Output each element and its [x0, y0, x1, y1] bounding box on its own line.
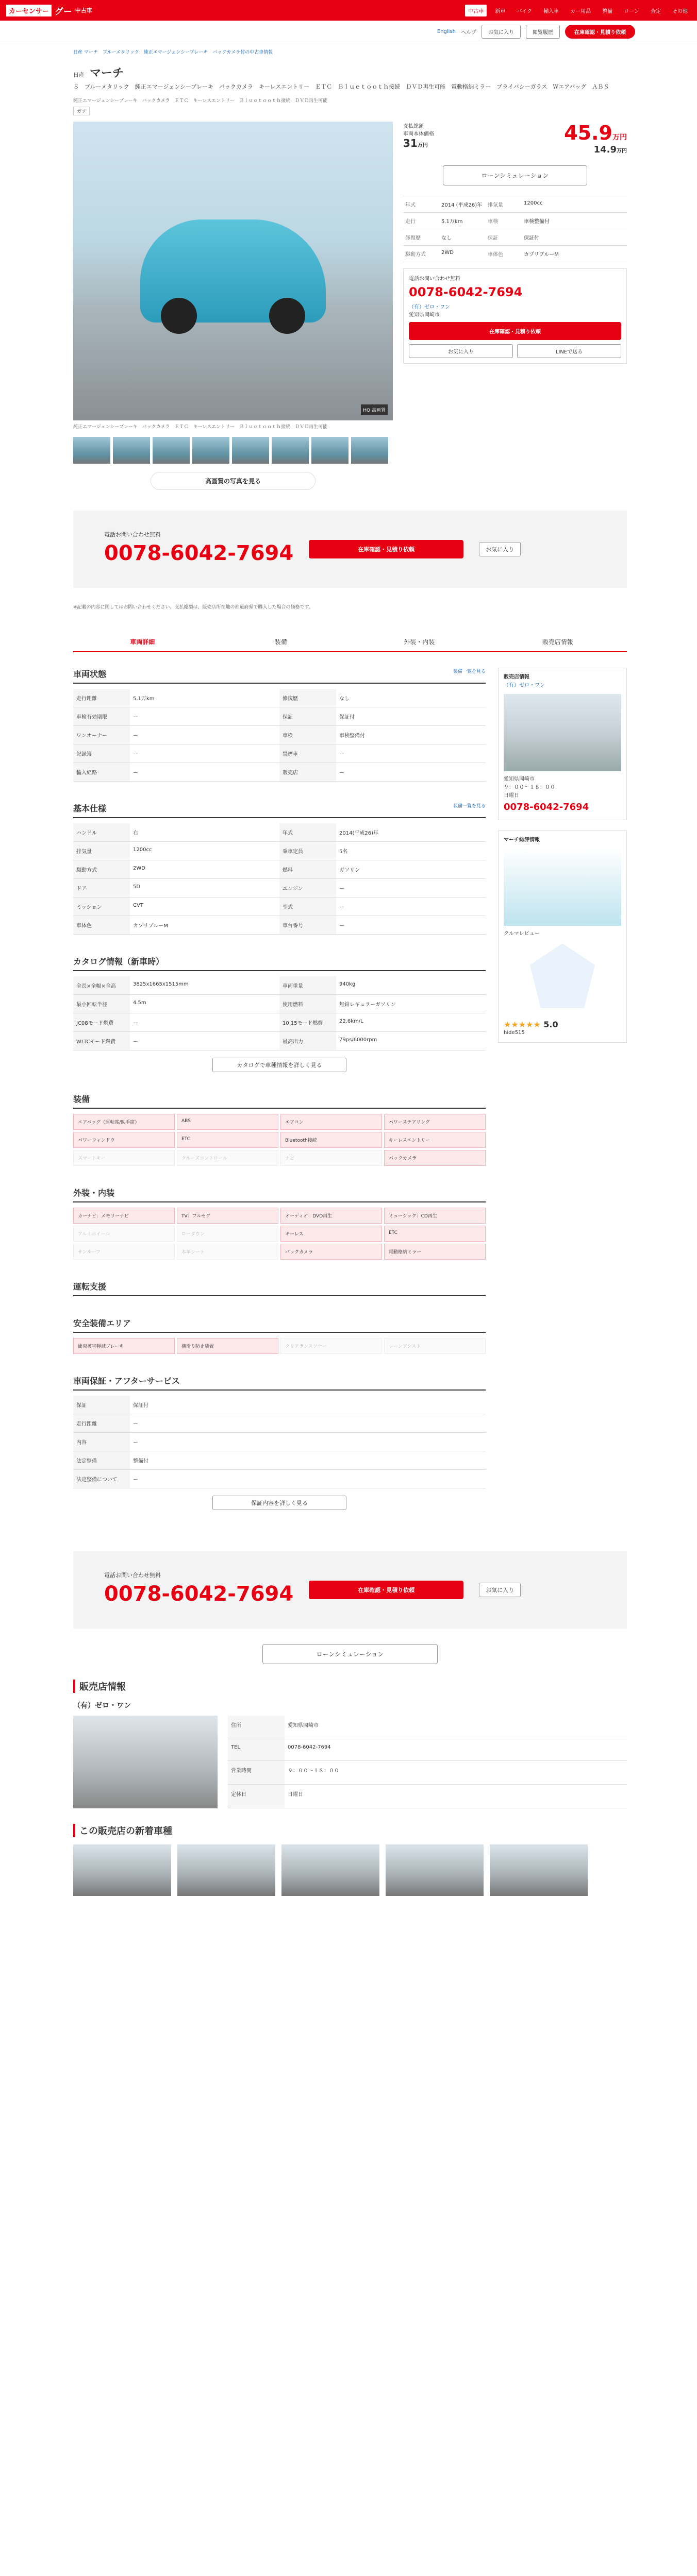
- cta-label: 電話お問い合わせ無料: [104, 531, 161, 538]
- cta-phone[interactable]: 0078-6042-7694: [104, 541, 294, 565]
- spec-cell: 車検: [486, 213, 522, 229]
- kv-table: [73, 976, 486, 1050]
- footer-shop-name[interactable]: （有）ゼロ・ワン: [73, 1702, 131, 1710]
- kv-cell: 型式: [279, 897, 336, 916]
- spec-cell: 2WD: [439, 246, 486, 262]
- top-nav: [465, 5, 691, 16]
- equipment-item: サンルーフ: [73, 1244, 175, 1260]
- equipment-item: エアバッグ（運転席/助手席）: [73, 1114, 175, 1130]
- cta-bottom-fav[interactable]: お気に入り: [479, 1583, 521, 1597]
- equipment-item: バックカメラ: [280, 1244, 382, 1260]
- spec-cell: 車検整備付: [522, 213, 627, 229]
- equipment-grid: [73, 1114, 486, 1166]
- footer-shop-cell: 日曜日: [285, 1785, 627, 1808]
- equipment-item: 電動格納ミラー: [384, 1244, 486, 1260]
- kv-cell: 2WD: [130, 860, 279, 879]
- kv-cell: 保証: [73, 1396, 130, 1414]
- loan-simulation-button[interactable]: ローンシミュレーション: [443, 165, 587, 185]
- footer-shop-image: [73, 1716, 218, 1808]
- equipment-item: ミュージック：CD再生: [384, 1208, 486, 1224]
- equipment-item: オーディオ：DVD再生: [280, 1208, 382, 1224]
- section-header: [73, 802, 486, 818]
- kv-cell: 記録簿: [73, 744, 130, 763]
- kv-cell: ドア: [73, 879, 130, 897]
- equipment-item: 横滑り防止装置: [177, 1338, 278, 1354]
- section-exterior: [73, 1187, 486, 1260]
- kv-cell: 年式: [279, 823, 336, 842]
- cta-bottom-inquiry[interactable]: 在庫確認・見積り依頼: [309, 1581, 463, 1599]
- equipment-item: カーナビ：メモリーナビ: [73, 1208, 175, 1224]
- body-label: 車両本体価格: [403, 131, 434, 137]
- footer-shop-cell: 住所: [228, 1716, 285, 1739]
- section-link[interactable]: 装備一覧を見る: [453, 804, 486, 809]
- section-header: [73, 1280, 486, 1296]
- spec-cell: カプリブルーM: [522, 246, 627, 262]
- favorites-button[interactable]: お気に入り: [482, 25, 521, 39]
- total-price: 45.9: [564, 122, 612, 144]
- thumbnail-strip[interactable]: [73, 437, 393, 464]
- kv-cell: 使用燃料: [279, 995, 336, 1013]
- footer-shop-cell: 愛知県岡崎市: [285, 1716, 627, 1739]
- kv-cell: なし: [336, 689, 486, 707]
- kv-cell: 駆動方式: [73, 860, 130, 879]
- kv-cell: 10·15モード燃費: [279, 1013, 336, 1032]
- kv-table: [73, 1396, 486, 1488]
- kv-cell: 79ps/6000rpm: [336, 1032, 486, 1050]
- spec-cell: 車体色: [486, 246, 522, 262]
- spec-cell: 保証: [486, 229, 522, 246]
- main-photo[interactable]: [73, 122, 393, 420]
- kv-cell: ー: [336, 897, 486, 916]
- shop-card-title: 販売店情報: [504, 674, 529, 680]
- kv-cell: 車体色: [73, 916, 130, 935]
- tab[interactable]: 車両詳細: [130, 638, 155, 646]
- kv-cell: 整備付: [130, 1451, 486, 1470]
- equipment-item: パワーステアリング: [384, 1114, 486, 1130]
- equipment-item: ナビ: [280, 1150, 382, 1166]
- kv-cell: 乗車定員: [279, 842, 336, 860]
- section-title: 車両保証・アフターサービス: [73, 1376, 180, 1386]
- review-label: クルマレビュー: [504, 931, 540, 937]
- kv-cell: 22.6km/L: [336, 1013, 486, 1032]
- section-header: [73, 1317, 486, 1333]
- loan-button-bottom[interactable]: ローンシミュレーション: [262, 1644, 438, 1664]
- spec-cell: 排気量: [486, 196, 522, 213]
- shop-card-phone[interactable]: 0078-6042-7694: [504, 802, 589, 812]
- shop-card: [498, 668, 627, 820]
- kv-cell: 内容: [73, 1433, 130, 1451]
- kv-cell: カプリブルーM: [130, 916, 279, 935]
- maker-name: 日産: [73, 72, 85, 78]
- spec-table: [403, 196, 627, 262]
- spec-cell: 駆動方式: [403, 246, 439, 262]
- kv-cell: 保証付: [130, 1396, 486, 1414]
- kv-cell: ー: [130, 1414, 486, 1433]
- kv-cell: 1200cc: [130, 842, 279, 860]
- kv-cell: ー: [130, 1013, 279, 1032]
- kv-cell: 禁煙車: [279, 744, 336, 763]
- detail-tabs: [73, 632, 627, 652]
- nav-item[interactable]: 輸入車: [543, 8, 559, 14]
- cta-fav-button[interactable]: お気に入り: [479, 542, 521, 556]
- body-unit: 万円: [417, 143, 428, 148]
- equipment-item: エアコン: [280, 1114, 382, 1130]
- cta-bar: [73, 511, 627, 588]
- hq-photo-button[interactable]: 高画質の写真を見る: [151, 472, 316, 490]
- shop-image: [504, 694, 621, 771]
- photo-caption: 純正エマージェンシーブレーキ バックカメラ ＥＴＣ キーレスエントリー Ｂｌｕｅｔｏｏｔｈ接続 ＤＶＤ再生可能: [73, 425, 328, 430]
- nav-item[interactable]: ローン: [624, 8, 639, 14]
- kv-cell: 車両重量: [279, 976, 336, 995]
- kv-cell: ー: [130, 744, 279, 763]
- nav-item[interactable]: カー用品: [570, 8, 591, 14]
- section-header: [73, 668, 486, 684]
- price-unit: 万円: [612, 133, 627, 142]
- phone-number[interactable]: 0078-6042-7694: [409, 285, 523, 299]
- kv-cell: ー: [130, 707, 279, 726]
- fuel-tag: ガソ: [73, 107, 90, 115]
- section-title: 安全装備エリア: [73, 1318, 131, 1328]
- kv-cell: ー: [130, 726, 279, 744]
- contact-label: 電話お問い合わせ無料: [409, 276, 460, 282]
- section-safety: [73, 1317, 486, 1354]
- equipment-item: キーレスエントリー: [384, 1132, 486, 1148]
- contact-box: [403, 268, 627, 364]
- equipment-item: Bluetooth接続: [280, 1132, 382, 1148]
- kv-cell: WLTCモード燃費: [73, 1032, 130, 1050]
- kv-cell: ー: [336, 744, 486, 763]
- kv-cell: 保証付: [336, 707, 486, 726]
- footer-shop-title: 販売店情報: [73, 1680, 627, 1693]
- section-title: 運転支援: [73, 1282, 107, 1292]
- kv-cell: 3825x1665x1515mm: [130, 976, 279, 995]
- spec-cell: 年式: [403, 196, 439, 213]
- section-basic: [73, 802, 486, 935]
- kv-cell: 全長×全幅×全高: [73, 976, 130, 995]
- kv-cell: 販売店: [279, 763, 336, 782]
- section-title: カタログ情報（新車時）: [73, 957, 164, 967]
- kv-cell: 走行距離: [73, 1414, 130, 1433]
- equipment-item: 衝突被害軽減ブレーキ: [73, 1338, 175, 1354]
- notes: ※記載の内容に関してはお問い合わせください。支払総額は、販売店所在地の都道府県で購入した場合の価格です。: [73, 605, 313, 610]
- kv-cell: 右: [130, 823, 279, 842]
- equipment-item: バックカメラ: [384, 1150, 486, 1166]
- kv-cell: 最小回転半径: [73, 995, 130, 1013]
- equipment-item: スマートキー: [73, 1150, 175, 1166]
- kv-cell: 無鉛レギュラーガソリン: [336, 995, 486, 1013]
- kv-cell: 4.5m: [130, 995, 279, 1013]
- inquiry-button-side[interactable]: 在庫確認・見積り依頼: [409, 322, 621, 340]
- shop-name[interactable]: （有）ゼロ・ワン: [409, 304, 450, 310]
- kv-cell: 修復歴: [279, 689, 336, 707]
- section-title: 車両状態: [73, 669, 107, 679]
- section-title: 外装・内装: [73, 1188, 115, 1198]
- review-rating: 5.0: [543, 1020, 558, 1029]
- footer-shop-cell: ９：００〜１８：００: [285, 1761, 627, 1785]
- price-box: [403, 122, 627, 155]
- car-image: [140, 219, 326, 323]
- spec-cell: 走行: [403, 213, 439, 229]
- section-warranty: [73, 1375, 486, 1510]
- section-header: [73, 1375, 486, 1391]
- kv-cell: 燃料: [279, 860, 336, 879]
- radar-chart: [526, 943, 599, 1015]
- reviewer: hide515: [504, 1030, 525, 1036]
- help-link[interactable]: ヘルプ: [461, 30, 476, 36]
- tab[interactable]: 装備: [274, 638, 287, 646]
- section-button[interactable]: カタログで車種情報を詳しく見る: [212, 1058, 346, 1072]
- body-price: 31: [403, 137, 418, 149]
- kv-cell: 走行距離: [73, 689, 130, 707]
- cta-bottom-phone[interactable]: 0078-6042-7694: [104, 1582, 294, 1606]
- kv-cell: ー: [130, 1433, 486, 1451]
- cta-bottom-label: 電話お問い合わせ無料: [104, 1572, 161, 1579]
- section-equipment: [73, 1093, 486, 1166]
- footer-shop-cell: 0078-6042-7694: [285, 1739, 627, 1761]
- kv-cell: 940kg: [336, 976, 486, 995]
- kv-cell: 5.1万km: [130, 689, 279, 707]
- kv-cell: JC08モード燃費: [73, 1013, 130, 1032]
- nav-item[interactable]: 査定: [651, 8, 661, 14]
- equipment-grid: [73, 1208, 486, 1260]
- section-header: [73, 955, 486, 971]
- equipment-item: ETC: [177, 1132, 278, 1148]
- section-header: [73, 1187, 486, 1202]
- shop-address: 愛知県岡崎市: [409, 312, 440, 318]
- history-button[interactable]: 閲覧履歴: [526, 25, 560, 39]
- top-bar: [0, 0, 697, 21]
- shop-card-address: 愛知県岡崎市: [504, 776, 535, 782]
- spec-cell: 修復歴: [403, 229, 439, 246]
- kv-cell: 法定整備: [73, 1451, 130, 1470]
- kv-cell: 排気量: [73, 842, 130, 860]
- kv-cell: 車台番号: [279, 916, 336, 935]
- section-catalog: [73, 955, 486, 1072]
- stars-icon: ★★★★★: [504, 1020, 541, 1029]
- kv-cell: ー: [130, 1032, 279, 1050]
- footer-shop-cell: TEL: [228, 1739, 285, 1761]
- kv-cell: ー: [130, 763, 279, 782]
- equipment-item: クリアランスソナー: [280, 1338, 382, 1354]
- section-header: [73, 1093, 486, 1109]
- kv-cell: 5名: [336, 842, 486, 860]
- review-title: マーチ総評情報: [504, 837, 540, 843]
- tab[interactable]: 販売店情報: [542, 638, 573, 646]
- kv-table: [73, 689, 486, 782]
- review-car-image: [504, 849, 621, 926]
- kv-cell: ワンオーナー: [73, 726, 130, 744]
- shop-card-name[interactable]: （有）ゼロ・ワン: [504, 683, 545, 688]
- inquiry-button[interactable]: 在庫確認・見積り依頼: [565, 25, 635, 39]
- kv-cell: ー: [336, 916, 486, 935]
- equipment-item: ETC: [384, 1226, 486, 1242]
- shop-card-hours: ９：００〜１８：００: [504, 785, 555, 790]
- nav-item[interactable]: バイク: [517, 8, 533, 14]
- kv-cell: 輸入経路: [73, 763, 130, 782]
- kv-cell: CVT: [130, 897, 279, 916]
- stock-list[interactable]: [73, 1844, 627, 1896]
- spec-cell: 保証付: [522, 229, 627, 246]
- kv-cell: 車検: [279, 726, 336, 744]
- equipment-item: アルミホイール: [73, 1226, 175, 1242]
- nav-item[interactable]: 新車: [495, 8, 506, 14]
- spec-cell: 2014 (平成26)年: [439, 196, 486, 213]
- kv-cell: 5D: [130, 879, 279, 897]
- footer-shop-cell: 営業時間: [228, 1761, 285, 1785]
- footer-shop: [73, 1680, 627, 1896]
- section-link[interactable]: 装備一覧を見る: [453, 669, 486, 674]
- equipment-item: キーレス: [280, 1226, 382, 1242]
- sub-header: [0, 21, 697, 43]
- hq-badge: HQ 高画質: [361, 404, 388, 415]
- kv-cell: ハンドル: [73, 823, 130, 842]
- kv-table: [73, 823, 486, 935]
- fav-button-side[interactable]: お気に入り: [409, 344, 513, 358]
- nav-item[interactable]: 整備: [602, 8, 613, 14]
- breadcrumb[interactable]: 日産 マーチ ブルーメタリック 純正エマージェンシーブレーキ バックカメラ付の中古車情報: [73, 50, 273, 55]
- section-drive: [73, 1280, 486, 1296]
- equipment-item: レーンアシスト: [384, 1338, 486, 1354]
- equipment-item: TV：フルセグ: [177, 1208, 278, 1224]
- kv-cell: ミッション: [73, 897, 130, 916]
- review-card: [498, 831, 627, 1043]
- cta-bar-bottom: [73, 1551, 627, 1629]
- english-link[interactable]: English: [437, 29, 456, 35]
- equipment-item: パワーウィンドウ: [73, 1132, 175, 1148]
- kv-cell: ー: [336, 879, 486, 897]
- kv-cell: ー: [336, 763, 486, 782]
- spec-cell: 5.1万km: [439, 213, 486, 229]
- shop-card-holiday: 日曜日: [504, 793, 519, 799]
- equipment-item: 本革シート: [177, 1244, 278, 1260]
- spec-cell: 1200cc: [522, 196, 627, 213]
- page-title: マーチ: [90, 67, 124, 80]
- kv-cell: 最高出力: [279, 1032, 336, 1050]
- cta-inquiry-button[interactable]: 在庫確認・見積り依頼: [309, 540, 463, 558]
- equipment-grid: [73, 1338, 486, 1354]
- tab[interactable]: 外装・内装: [404, 638, 435, 646]
- footer-shop-cell: 定休日: [228, 1785, 285, 1808]
- equipment-item: ローダウン: [177, 1226, 278, 1242]
- line-button[interactable]: LINEで送る: [517, 344, 621, 358]
- kv-cell: 法定整備について: [73, 1470, 130, 1488]
- car-subdescription: 純正エマージェンシーブレーキ バックカメラ ＥＴＣ キーレスエントリー Ｂｌｕｅｔｏｏｔｈ接続 ＤＶＤ再生可能: [73, 98, 328, 104]
- equipment-item: クルーズコントロール: [177, 1150, 278, 1166]
- kv-cell: 車検有効期限: [73, 707, 130, 726]
- kv-cell: 2014(平成26)年: [336, 823, 486, 842]
- stock-title: この販売店の新着車種: [73, 1824, 627, 1837]
- kv-cell: ガソリン: [336, 860, 486, 879]
- equipment-item: ABS: [177, 1114, 278, 1130]
- extra-unit: 万円: [617, 148, 627, 154]
- kv-cell: ー: [130, 1470, 486, 1488]
- kv-cell: エンジン: [279, 879, 336, 897]
- nav-item[interactable]: その他: [672, 8, 688, 14]
- section-title: 基本仕様: [73, 804, 107, 814]
- nav-item[interactable]: 中古車: [465, 5, 487, 16]
- total-label: 支払総額: [403, 124, 424, 129]
- kv-cell: 車検整備付: [336, 726, 486, 744]
- kv-cell: 保証: [279, 707, 336, 726]
- section-button[interactable]: 保証内容を詳しく見る: [212, 1496, 346, 1510]
- section-status: [73, 668, 486, 782]
- car-description: Ｓ ブルーメタリック 純正エマージェンシーブレーキ バックカメラ キーレスエントリー ＥＴＣ Ｂｌｕｅｔｏｏｔｈ接続 ＤＶＤ再生可能 電動格納ミラー プライバシーガラス Ｗエアバッグ ＡＢＳ: [73, 83, 609, 90]
- spec-cell: なし: [439, 229, 486, 246]
- extra-price: 14.9: [593, 144, 617, 155]
- section-title: 装備: [73, 1094, 90, 1104]
- logo[interactable]: カーセンサー グー 中古車: [6, 4, 92, 17]
